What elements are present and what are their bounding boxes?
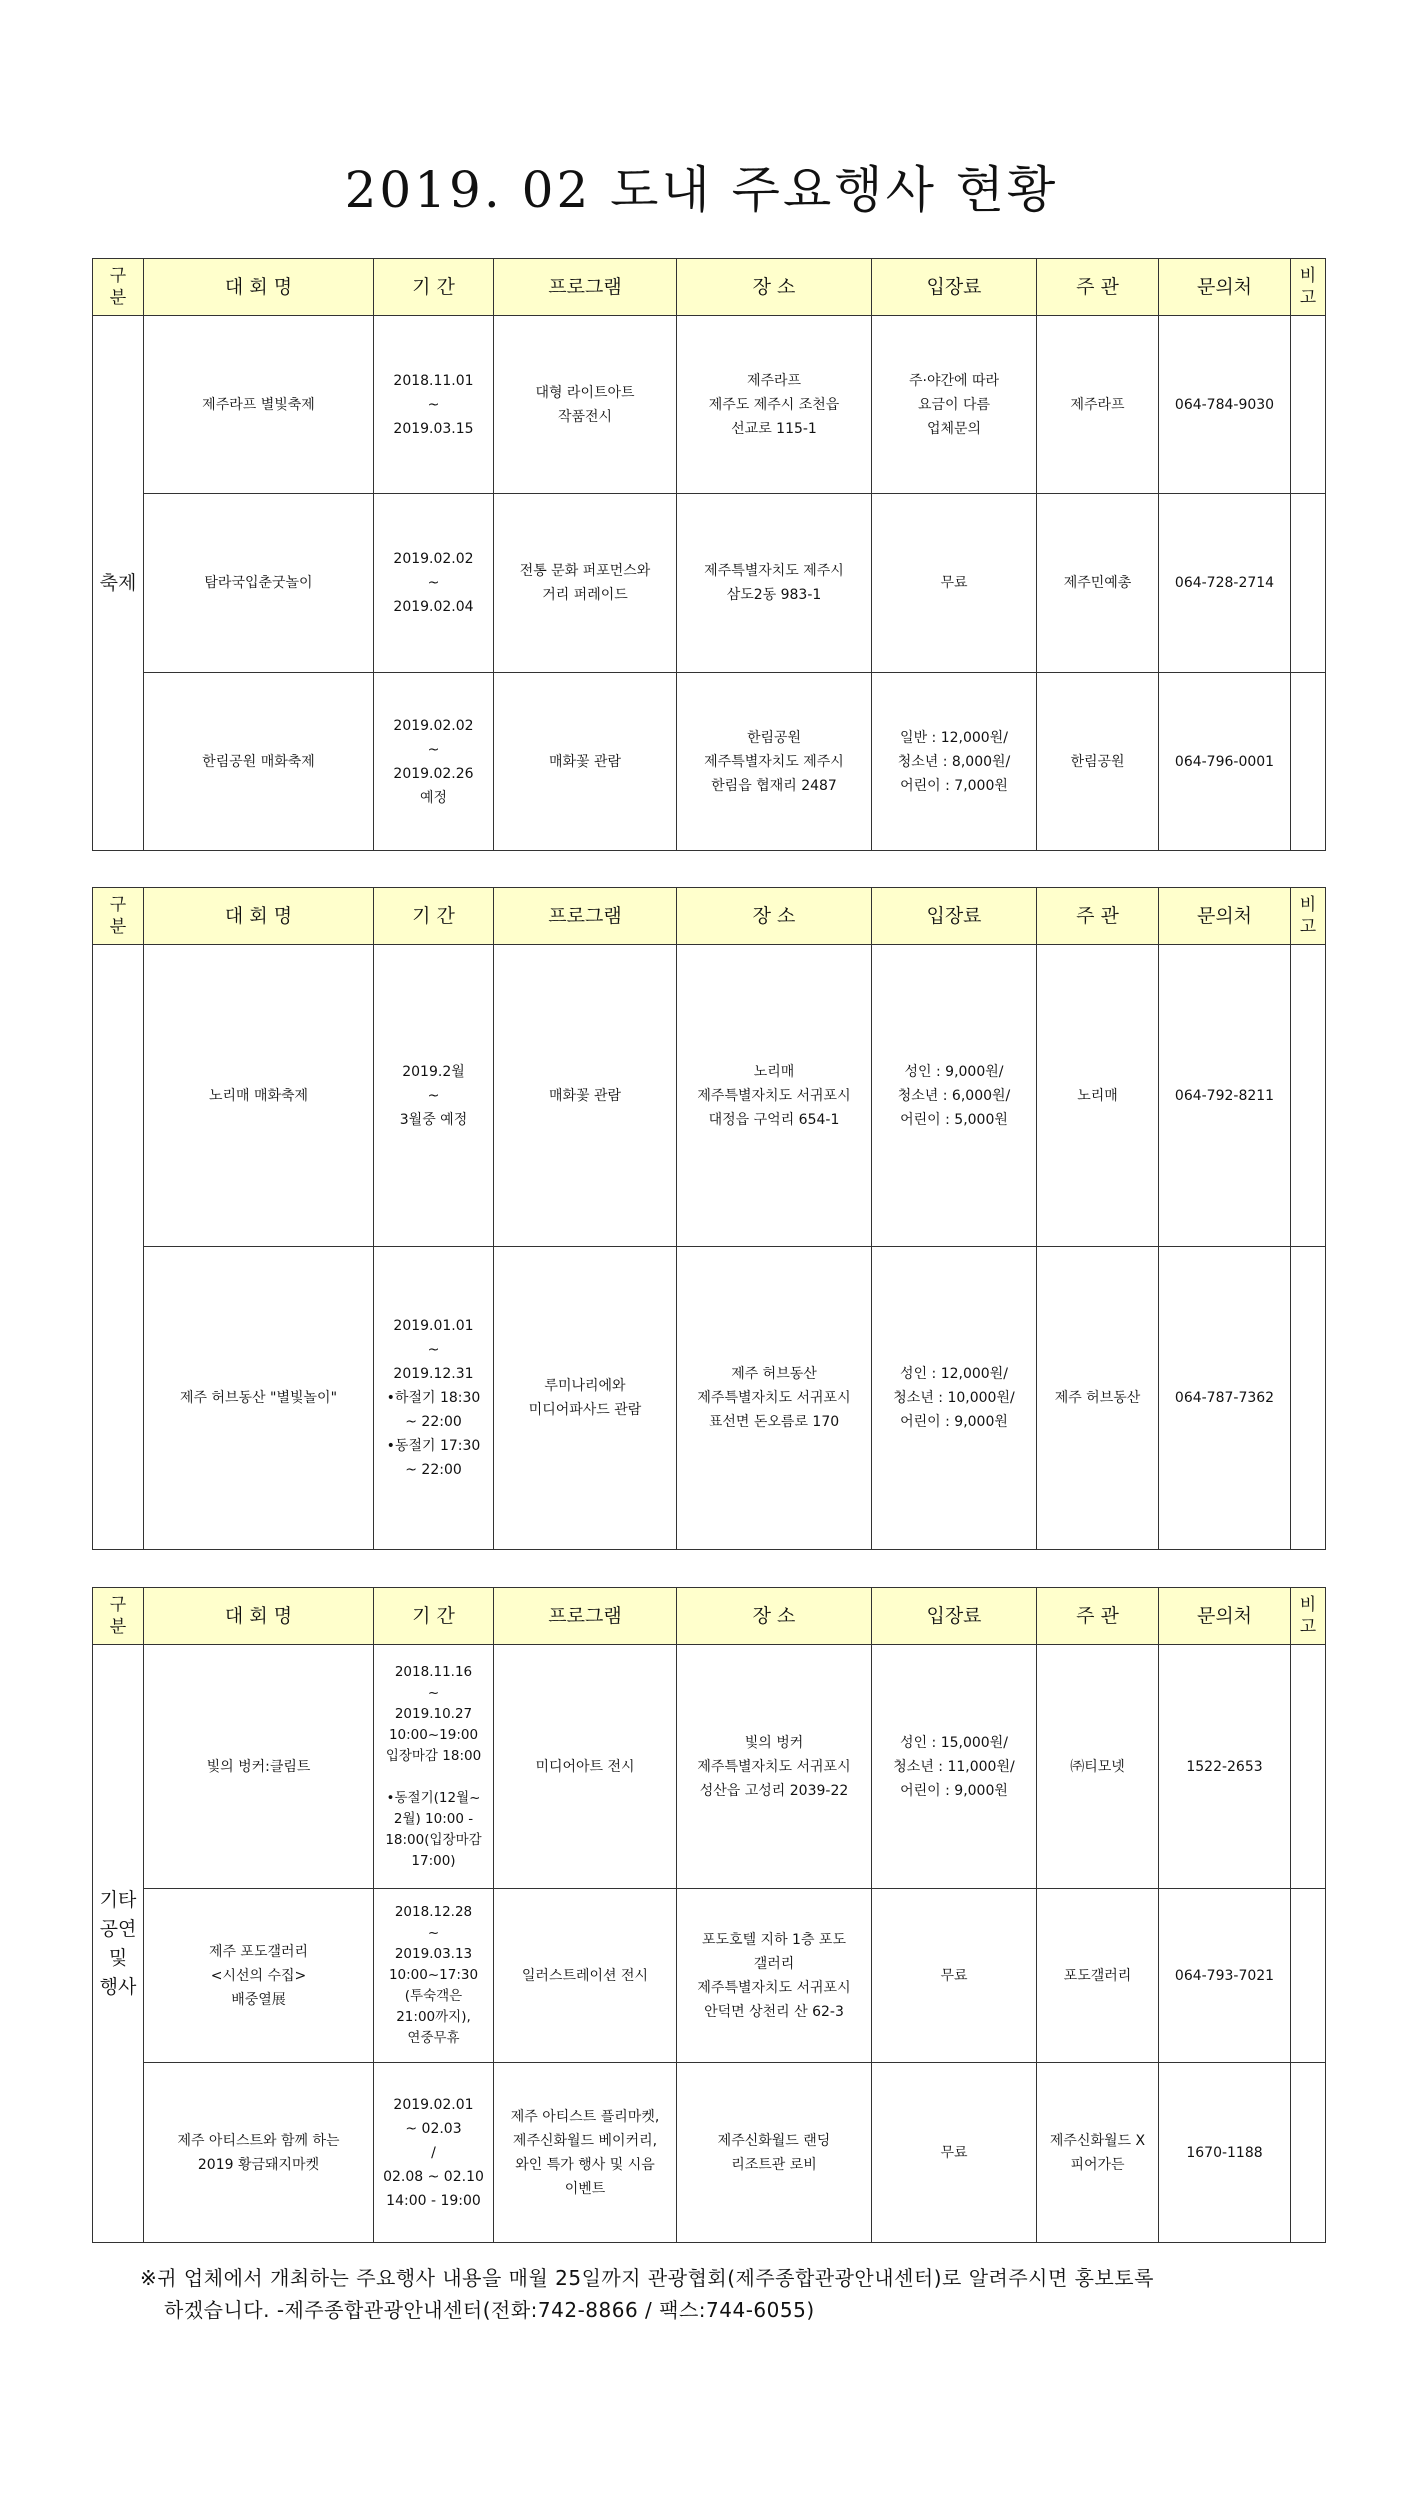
- event-organizer: 노리매: [1037, 945, 1159, 1247]
- table-header-row: [93, 1588, 1326, 1645]
- event-fee: 일반 : 12,000원/ 청소년 : 8,000원/ 어린이 : 7,000원: [872, 673, 1037, 851]
- event-remarks: [1291, 1645, 1326, 1889]
- header-name: 대 회 명: [144, 1588, 374, 1645]
- page-title: 2019. 02 도내 주요행사 현황: [344, 161, 1059, 219]
- header-fee: 입장료: [872, 1588, 1037, 1645]
- event-period: 2019.2월 ~ 3월중 예정: [374, 945, 494, 1247]
- event-venue: 빛의 벙커 제주특별자치도 서귀포시 성산읍 고성리 2039-22: [677, 1645, 872, 1889]
- footer-note-line1: ※귀 업체에서 개최하는 주요행사 내용을 매월 25일까지 관광협회(제주종합관광안내센터)로 알려주시면 홍보토록: [140, 2266, 1154, 2290]
- header-program: 프로그램: [494, 1588, 677, 1645]
- event-venue: 노리매 제주특별자치도 서귀포시 대정읍 구억리 654-1: [677, 945, 872, 1247]
- event-fee: 무료: [872, 494, 1037, 673]
- header-venue: 장 소: [677, 1588, 872, 1645]
- header-category: 구 분: [93, 259, 144, 316]
- table-row: [93, 494, 1326, 673]
- header-organizer: 주 관: [1037, 888, 1159, 945]
- event-name: 제주 허브동산 "별빛놀이": [144, 1247, 374, 1550]
- event-organizer: ㈜티모넷: [1037, 1645, 1159, 1889]
- event-venue: 포도호텔 지하 1층 포도 갤러리 제주특별자치도 서귀포시 안덕면 상천리 산 62-3: [677, 1889, 872, 2063]
- event-contact: 064-728-2714: [1159, 494, 1291, 673]
- event-venue: 한림공원 제주특별자치도 제주시 한림읍 협재리 2487: [677, 673, 872, 851]
- event-remarks: [1291, 945, 1326, 1247]
- event-contact: 1522-2653: [1159, 1645, 1291, 1889]
- footer-note: [140, 2262, 1320, 2326]
- events-table-other: [92, 1587, 1326, 2243]
- event-contact: 064-784-9030: [1159, 316, 1291, 494]
- event-period: 2019.02.02 ~ 2019.02.26 예정: [374, 673, 494, 851]
- header-category: 구 분: [93, 1588, 144, 1645]
- events-table-festival: [92, 258, 1326, 851]
- event-contact: 064-793-7021: [1159, 1889, 1291, 2063]
- event-name: 제주 포도갤러리 <시선의 수집> 배중열展: [144, 1889, 374, 2063]
- event-remarks: [1291, 316, 1326, 494]
- header-remarks: 비 고: [1291, 259, 1326, 316]
- event-fee: 성인 : 12,000원/ 청소년 : 10,000원/ 어린이 : 9,000원: [872, 1247, 1037, 1550]
- event-program: 대형 라이트아트 작품전시: [494, 316, 677, 494]
- table-header-row: [93, 259, 1326, 316]
- event-name: 한림공원 매화축제: [144, 673, 374, 851]
- events-table-festival-2: [92, 887, 1326, 1550]
- header-remarks: 비 고: [1291, 1588, 1326, 1645]
- event-organizer: 제주라프: [1037, 316, 1159, 494]
- header-period: 기 간: [374, 1588, 494, 1645]
- event-name: 제주 아티스트와 함께 하는 2019 황금돼지마켓: [144, 2063, 374, 2243]
- event-organizer: 한림공원: [1037, 673, 1159, 851]
- event-remarks: [1291, 494, 1326, 673]
- event-organizer: 제주민예총: [1037, 494, 1159, 673]
- event-fee: 성인 : 15,000원/ 청소년 : 11,000원/ 어린이 : 9,000원: [872, 1645, 1037, 1889]
- event-organizer: 제주 허브동산: [1037, 1247, 1159, 1550]
- footer-note-line2: 하겠습니다. -제주종합관광안내센터(전화:742-8866 / 팩스:744-6055): [164, 2298, 815, 2322]
- event-program: 일러스트레이션 전시: [494, 1889, 677, 2063]
- table-row: [93, 1645, 1326, 1889]
- event-remarks: [1291, 1247, 1326, 1550]
- event-name: 탐라국입춘굿놀이: [144, 494, 374, 673]
- event-fee: 무료: [872, 2063, 1037, 2243]
- header-program: 프로그램: [494, 888, 677, 945]
- header-remarks: 비 고: [1291, 888, 1326, 945]
- header-contact: 문의처: [1159, 888, 1291, 945]
- event-remarks: [1291, 2063, 1326, 2243]
- event-name: 제주라프 별빛축제: [144, 316, 374, 494]
- event-name: 빛의 벙커:클림트: [144, 1645, 374, 1889]
- table-row: [93, 316, 1326, 494]
- category-cell: 축제: [93, 316, 144, 851]
- header-venue: 장 소: [677, 888, 872, 945]
- event-remarks: [1291, 1889, 1326, 2063]
- event-organizer: 포도갤러리: [1037, 1889, 1159, 2063]
- header-name: 대 회 명: [144, 259, 374, 316]
- event-program: 매화꽃 관람: [494, 945, 677, 1247]
- event-contact: 064-792-8211: [1159, 945, 1291, 1247]
- event-period: 2018.11.01 ~ 2019.03.15: [374, 316, 494, 494]
- event-fee: 무료: [872, 1889, 1037, 2063]
- table-row: [93, 1889, 1326, 2063]
- header-venue: 장 소: [677, 259, 872, 316]
- table-row: [93, 945, 1326, 1247]
- category-cell: 기타 공연 및 행사: [93, 1645, 144, 2243]
- event-period: 2019.02.02 ~ 2019.02.04: [374, 494, 494, 673]
- event-venue: 제주 허브동산 제주특별자치도 서귀포시 표선면 돈오름로 170: [677, 1247, 872, 1550]
- event-period: 2018.12.28 ~ 2019.03.13 10:00~17:30 (투숙객은 21:00까지), 연중무휴: [374, 1889, 494, 2063]
- header-organizer: 주 관: [1037, 1588, 1159, 1645]
- header-fee: 입장료: [872, 259, 1037, 316]
- event-program: 미디어아트 전시: [494, 1645, 677, 1889]
- event-period: 2019.01.01 ~ 2019.12.31 •하절기 18:30 ~ 22:00 •동절기 17:30 ~ 22:00: [374, 1247, 494, 1550]
- event-remarks: [1291, 673, 1326, 851]
- event-program: 제주 아티스트 플리마켓, 제주신화월드 베이커리, 와인 특가 행사 및 시음 이벤트: [494, 2063, 677, 2243]
- header-fee: 입장료: [872, 888, 1037, 945]
- table-row: [93, 2063, 1326, 2243]
- event-period: 2019.02.01 ~ 02.03 / 02.08 ~ 02.10 14:00 - 19:00: [374, 2063, 494, 2243]
- event-fee: 주·야간에 따라 요금이 다름 업체문의: [872, 316, 1037, 494]
- event-period: 2018.11.16 ~ 2019.10.27 10:00~19:00 입장마감 18:00 •동절기(12월~ 2월) 10:00 - 18:00(입장마감 17:00): [374, 1645, 494, 1889]
- header-name: 대 회 명: [144, 888, 374, 945]
- table-row: [93, 1247, 1326, 1550]
- event-fee: 성인 : 9,000원/ 청소년 : 6,000원/ 어린이 : 5,000원: [872, 945, 1037, 1247]
- event-venue: 제주특별자치도 제주시 삼도2동 983-1: [677, 494, 872, 673]
- event-venue: 제주라프 제주도 제주시 조천읍 선교로 115-1: [677, 316, 872, 494]
- table-row: [93, 673, 1326, 851]
- event-contact: 064-796-0001: [1159, 673, 1291, 851]
- header-organizer: 주 관: [1037, 259, 1159, 316]
- table-header-row: [93, 888, 1326, 945]
- header-contact: 문의처: [1159, 259, 1291, 316]
- header-period: 기 간: [374, 888, 494, 945]
- event-contact: 1670-1188: [1159, 2063, 1291, 2243]
- header-category: 구 분: [93, 888, 144, 945]
- event-program: 루미나리에와 미디어파사드 관람: [494, 1247, 677, 1550]
- event-name: 노리매 매화축제: [144, 945, 374, 1247]
- event-program: 매화꽃 관람: [494, 673, 677, 851]
- header-period: 기 간: [374, 259, 494, 316]
- event-venue: 제주신화월드 랜딩 리조트관 로비: [677, 2063, 872, 2243]
- header-program: 프로그램: [494, 259, 677, 316]
- event-organizer: 제주신화월드 X 피어가든: [1037, 2063, 1159, 2243]
- header-contact: 문의처: [1159, 1588, 1291, 1645]
- event-contact: 064-787-7362: [1159, 1247, 1291, 1550]
- event-program: 전통 문화 퍼포먼스와 거리 퍼레이드: [494, 494, 677, 673]
- category-cell: [93, 945, 144, 1550]
